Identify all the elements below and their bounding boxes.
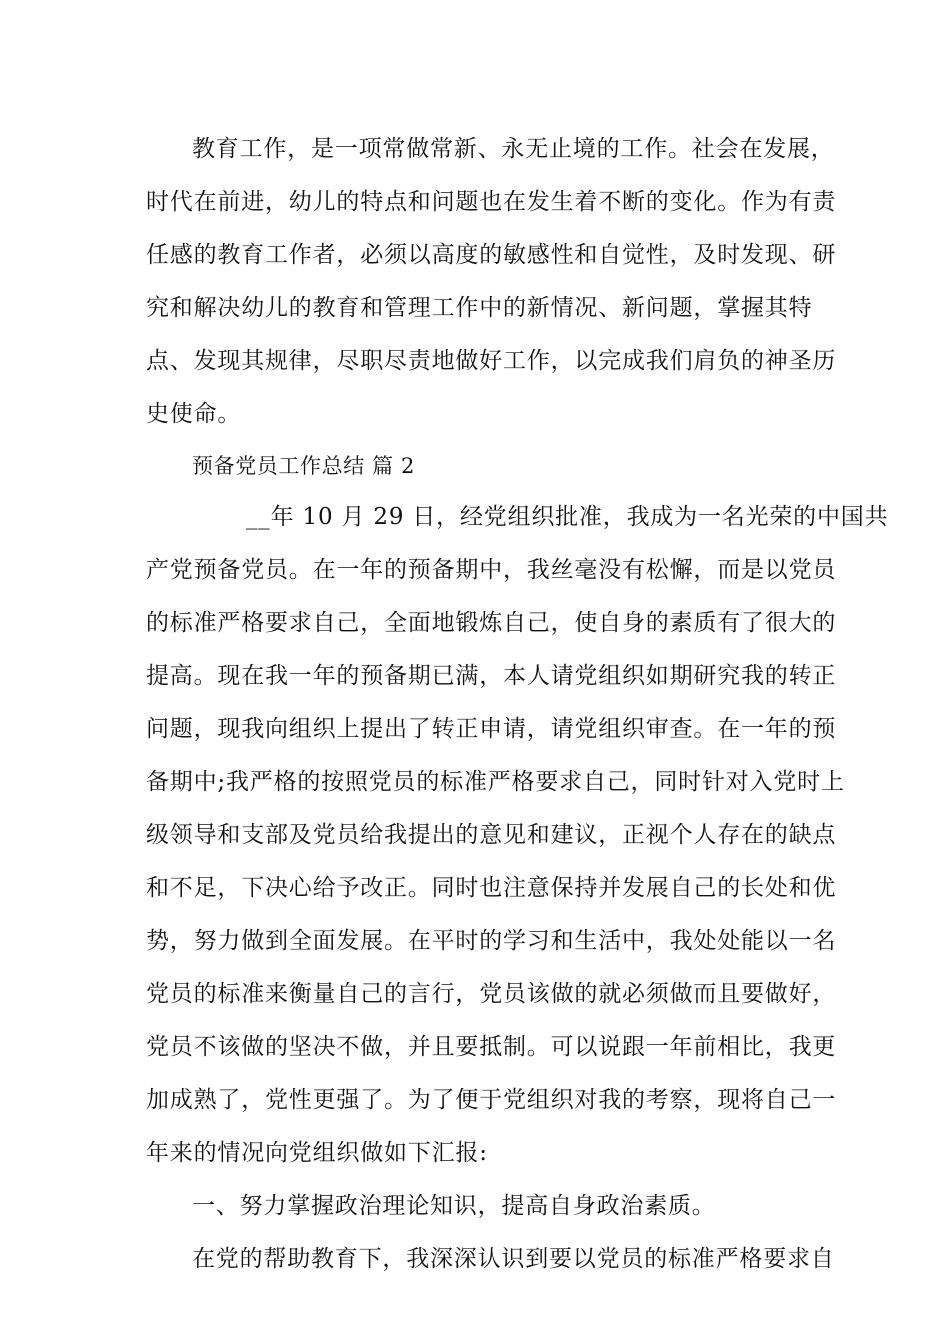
paragraph-line: 年来的情况向党组织做如下汇报: — [146, 1140, 488, 1166]
point-heading: 一、努力掌握政治理论知识，提高自身政治素质。 — [192, 1193, 716, 1219]
paragraph-line: 加成熟了，党性更强了。为了便于党组织对我的考察，现将自己一 — [146, 1087, 837, 1113]
paragraph-line: 备期中;我严格的按照党员的标准严格要求自己，同时针对入党时上 — [146, 769, 845, 795]
section-heading: 预备党员工作总结 篇 2 — [192, 454, 415, 478]
paragraph-line: 时代在前进，幼儿的特点和问题也在发生着不断的变化。作为有责 — [146, 189, 837, 215]
paragraph-line: 任感的教育工作者，必须以高度的敏感性和自觉性，及时发现、研 — [146, 242, 837, 268]
paragraph-line: 史使命。 — [146, 401, 242, 427]
paragraph-line: 点、发现其规律，尽职尽责地做好工作，以完成我们肩负的神圣历 — [146, 348, 837, 374]
paragraph-line: 的标准严格要求自己，全面地锻炼自己，使自身的素质有了很大的 — [146, 610, 837, 636]
paragraph-line: 党员不该做的坚决不做，并且要抵制。可以说跟一年前相比，我更 — [146, 1034, 837, 1060]
paragraph-line: 势，努力做到全面发展。在平时的学习和生活中，我处处能以一名 — [146, 928, 837, 954]
paragraph-line: 党员的标准来衡量自己的言行，党员该做的就必须做而且要做好， — [146, 981, 837, 1007]
paragraph-line: 在党的帮助教育下，我深深认识到要以党员的标准严格要求自 — [192, 1246, 835, 1272]
paragraph-line: __年 10 月 29 日，经党组织批准，我成为一名光荣的中国共 — [246, 504, 889, 530]
paragraph-line: 和不足，下决心给予改正。同时也注意保持并发展自己的长处和优 — [146, 875, 837, 901]
paragraph-line: 问题，现我向组织上提出了转正申请，请党组织审查。在一年的预 — [146, 716, 837, 742]
paragraph-line: 教育工作，是一项常做常新、永无止境的工作。社会在发展， — [192, 136, 835, 162]
paragraph-line: 产党预备党员。在一年的预备期中，我丝毫没有松懈，而是以党员 — [146, 557, 837, 583]
paragraph-line: 提高。现在我一年的预备期已满，本人请党组织如期研究我的转正 — [146, 663, 837, 689]
paragraph-line: 究和解决幼儿的教育和管理工作中的新情况、新问题，掌握其特 — [146, 295, 813, 321]
paragraph-line: 级领导和支部及党员给我提出的意见和建议，正视个人存在的缺点 — [146, 822, 837, 848]
